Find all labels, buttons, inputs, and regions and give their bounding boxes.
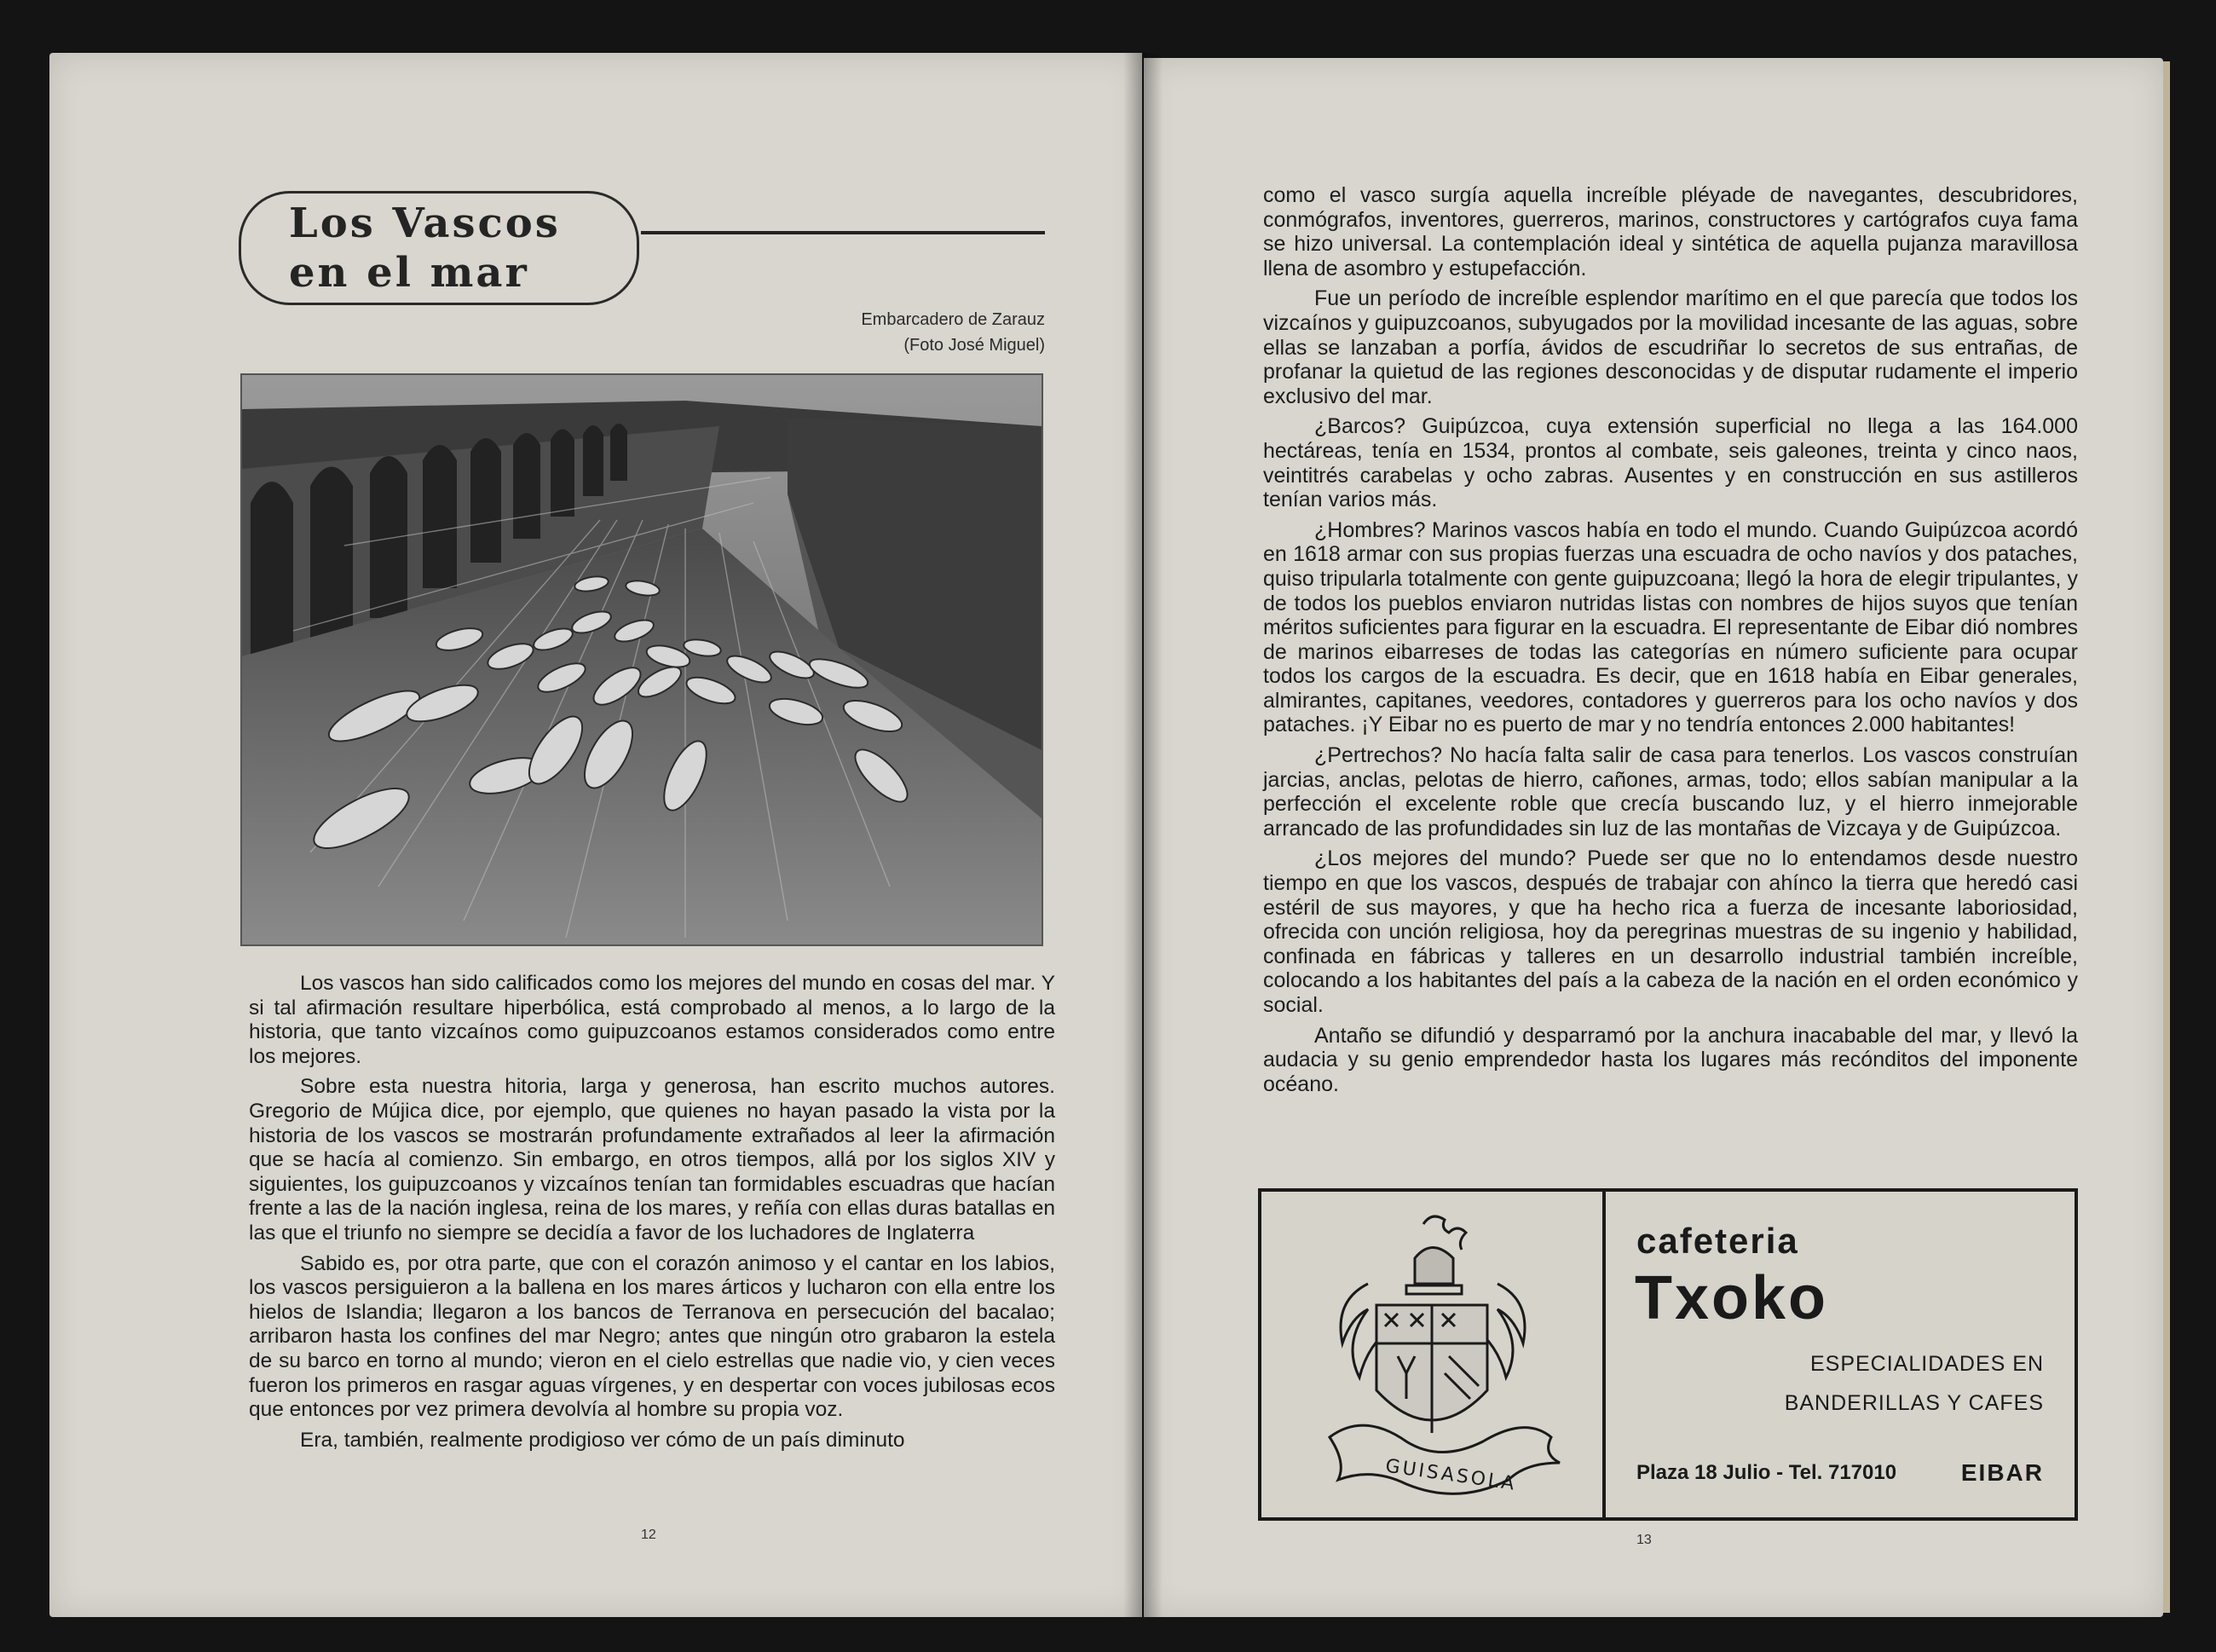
right-paragraph-text: Antaño se difundió y desparramó por la anchura inacabable del mar, y llevó la audacia y su genio emprendedor hasta los lugares más recónditos del imponente océano. [1263, 1023, 2078, 1096]
crest-banner-text: GUISASOLA [1383, 1455, 1519, 1495]
left-paragraph: Sabido es, por otra parte, que con el corazón animoso y el cantar en los labios, los vascos persiguieron a la ballena en los mares árticos y lucharon con ella entre los hielos de Islandia; llegaron a los bancos de Terranova en persecución del bacalao; arribaron hasta los confines del mar Negro; antes que ningún otro grabaron la estela de su barco en torno al mundo; vieron en el cielo estrellas que nadie vio, y cien veces fueron los primeros en rasgar aguas vírgenes, y en despertar con voces jubilosas ecos que entonces por vez primera devolvía al hombre su propia voz. [249, 1251, 1055, 1422]
specialty-line-2: BANDERILLAS Y CAFES [1784, 1391, 2044, 1415]
ad-divider [1602, 1192, 1606, 1517]
heraldic-crest-logo [1278, 1207, 1587, 1505]
right-paragraph: Fue un período de increíble esplendor marítimo en el que parecía que todos los vizcaínos y guipuzcoanos, subyugados por la movilidad incesante de las aguas, sobre ellas se lanzaban a porfía, ávidos de escudriñar lo secretos de sus entrañas, de profanar la quietud de las regiones desconocidas y de disputar rudamente el imperio exclusivo del mar. [1263, 286, 2078, 408]
title-rule [641, 231, 1045, 234]
right-paragraph: como el vasco surgía aquella increíble pléyade de navegantes, descubridores, conmógrafos, inventores, guerreros, marinos, constructores y cartógrafos cuya fama se hizo universal. La contemplación ideal y sintética de aquella pujanza maravillosa llena de asombro y estupefacción. [1263, 183, 2078, 280]
cafeteria-name-line-2: Txoko [1635, 1264, 1829, 1332]
article-title-box [239, 191, 639, 305]
right-paragraph: ¿Pertrechos? No hacía falta salir de casa para tenerlos. Los vascos construían jarcias, anclas, pelotas de hierro, cañones, armas, todo; ellos sabían manipular a la perfección el excelente roble que crecía buscando luz, y el hierro inmejorable arrancado de las profundidades sin luz de las montañas de Vizcaya y de Guipúzcoa. [1263, 743, 2078, 840]
right-paragraph: ¿Hombres? Marinos vascos había en todo el mundo. Cuando Guipúzcoa acordó en 1618 armar con sus propias fuerzas una escuadra de ocho navíos y dos pataches, quiso tripularla totalmente con gente guipuzcoana; llegó la hora de elegir tripulantes, y de todos los pueblos enviaron nutridas listas con nombres de hijos suyos que tenían méritos suficientes para figurar en la escuadra. El representante de Eibar dió nombres de marinos eibarreses de todas las categorías en número suficiente para ocupar todos los cargos de la escuadra. Es decir, que en 1618 había en Eibar generales, almirantes, capitanes, veedores, contadores y guerreros para los ocho navíos y dos pataches. ¡Y Eibar no es puerto de mar y no tendría entonces 2.000 habitantes! [1263, 517, 2078, 737]
page-number-right: 13 [1636, 1533, 1652, 1547]
photo-caption [840, 307, 1045, 358]
specialty-line-1: ESPECIALIDADES EN [1809, 1352, 2044, 1376]
caption-line-2: (Foto José Miguel) [903, 336, 1045, 355]
right-article-body [1263, 183, 2078, 1102]
cafeteria-name-line-1: cafeteria [1636, 1221, 1799, 1261]
left-paragraph: Era, también, realmente prodigioso ver cómo de un país diminuto [300, 1428, 905, 1452]
cafeteria-address: Plaza 18 Julio - Tel. 717010 [1636, 1461, 1897, 1484]
cafeteria-advertisement [1258, 1188, 2078, 1521]
book-gutter [1123, 53, 1163, 1617]
caption-line-1: Embarcadero de Zarauz [861, 310, 1045, 329]
left-paragraph: Sobre esta nuestra hitoria, larga y generosa, han escrito muchos autores. Gregorio de Mújica dice, por ejemplo, que quienes no hayan pasado la vista por la historia de los vascos se mostrarán profundamente extrañados al leer la afirmación que se hacía al comienzo. Sin embargo, en otros tiempos, allá por los siglos XIV y siguientes, los guipuzcoanos y vizcaínos tenían tan formidables escuadras que hacían frente a las de la nación inglesa, reina de los mares, y reñía con ellas duras batallas en las que el triunfo no siempre se decidía a favor de los luchadores de Inglaterra [249, 1075, 1055, 1245]
page-number-left: 12 [641, 1528, 656, 1542]
left-paragraph: Los vascos han sido calificados como los mejores del mundo en cosas del mar. Y si tal afirmación resultare hiperbólica, está comprobado al menos, a lo largo de la historia, que tanto vizcaínos como guipuzcoanos estamos considerados como entre los mejores. [249, 972, 1055, 1068]
right-paragraph: ¿Los mejores del mundo? Puede ser que no lo entendamos desde nuestro tiempo en que los vascos, después de trabajar con ahínco la tierra que heredó casi estéril de sus mayores, y que ha hecho rica a fuerza de incesante laboriosidad, ofrecida con unción religiosa, hoy da peregrinas muestras de su ingenio y habilidad, confinada en fábricas y talleres en un desarrollo industrial también increíble, colocando a los habitantes del país a la cabeza de la nación en el orden económico y social. [1263, 846, 2078, 1017]
right-paragraph: ¿Barcos? Guipúzcoa, cuya extensión superficial no llega a las 164.000 hectáreas, tenía en 1534, prontos al combate, seis galeones, treinta y cinco naos, veintitrés carabelas y ocho zabras. Ausentes y en construcción en sus astilleros tenían varios más. [1263, 414, 2078, 512]
harbor-photo [240, 373, 1043, 946]
left-article-body [249, 972, 1055, 1458]
article-title-line-2: en el mar [289, 249, 529, 297]
right-paragraph [1263, 1024, 2078, 1097]
cafeteria-city: EIBAR [1960, 1459, 2044, 1486]
article-title-line-1: Los Vascos [289, 199, 561, 247]
